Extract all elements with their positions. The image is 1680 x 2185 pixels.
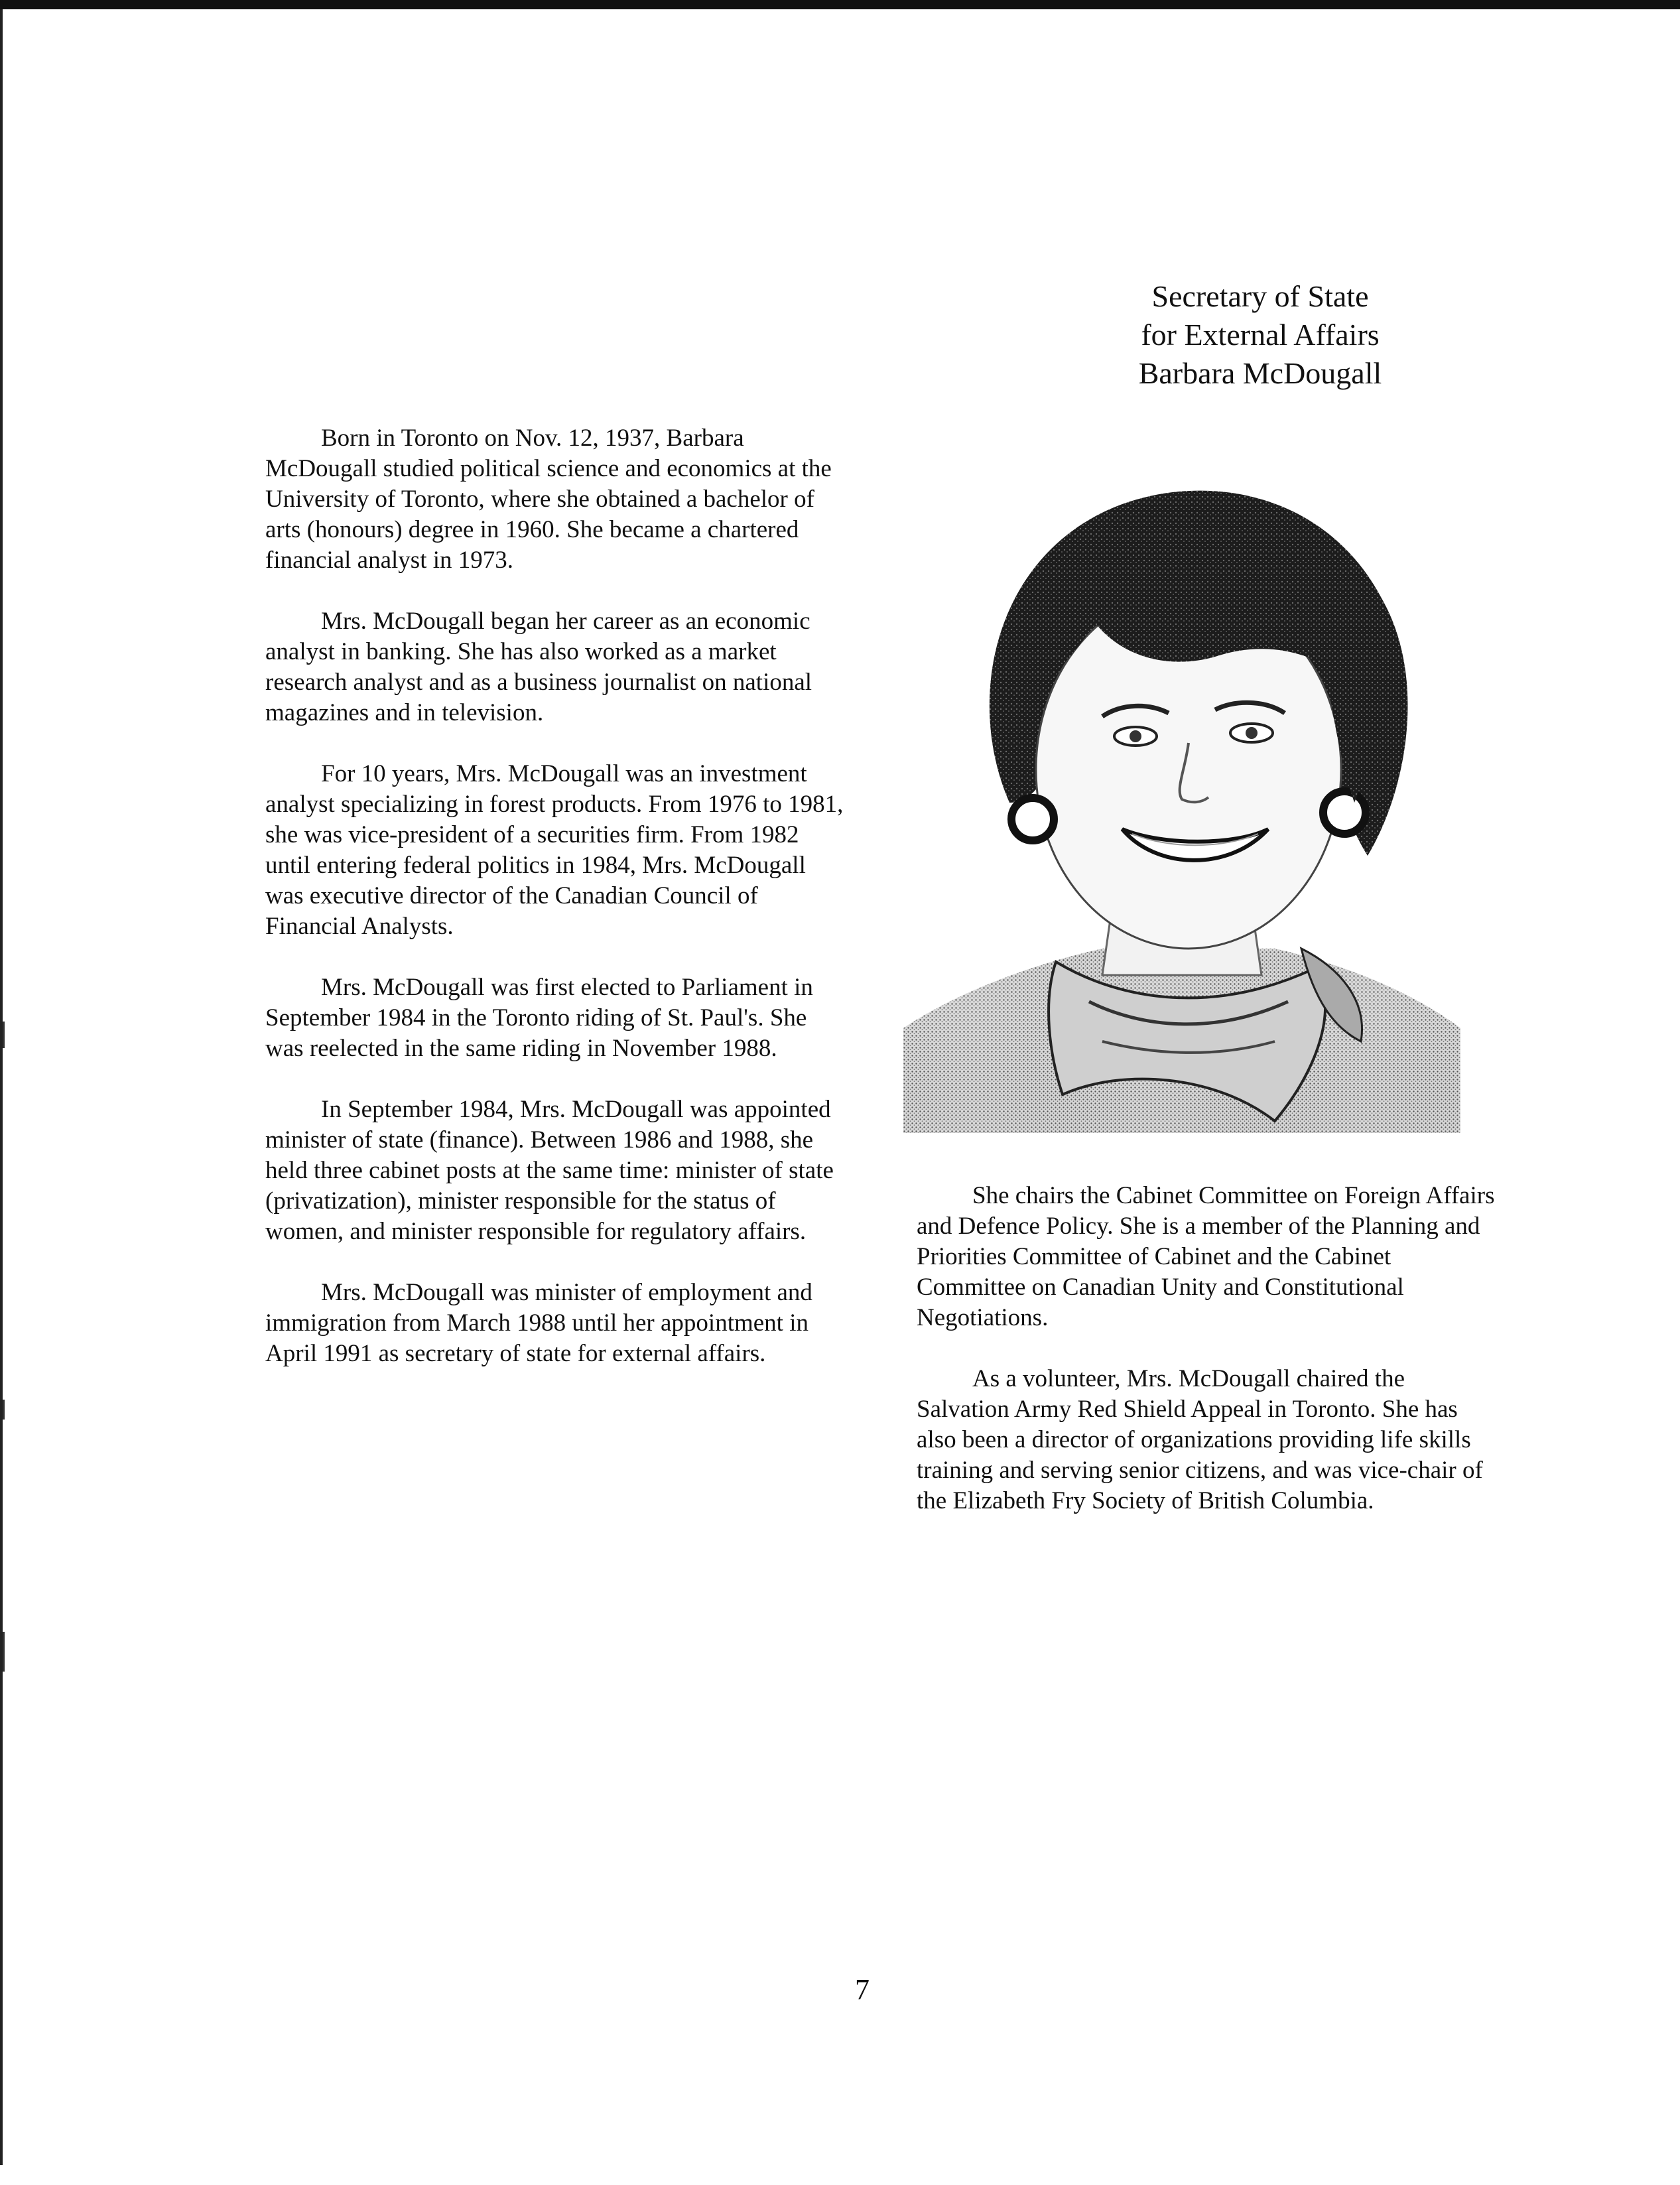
paragraph-birth-education: Born in Toronto on Nov. 12, 1937, Barbara McDougall studied political science and economics at the University of Toronto, where she obtained a bachelor of arts (honours) degree in 1960. She became a chartered financial analyst in 1973. bbox=[265, 425, 832, 574]
title-line-1: Secretary of State bbox=[1151, 279, 1369, 313]
top-border-rule bbox=[0, 0, 1680, 9]
page-number: 7 bbox=[855, 1973, 870, 2006]
page-title bbox=[1008, 277, 1512, 393]
title-line-2: for External Affairs bbox=[1141, 318, 1380, 352]
paragraph-cabinet-posts: In September 1984, Mrs. McDougall was appointed minister of state (finance). Between 1986 and 1988, she held three cabinet posts at the same time: minister of state (privatization), minister responsible for the status of women, and minister responsible for regulatory affairs. bbox=[265, 1096, 834, 1245]
margin-mark bbox=[3, 1022, 5, 1048]
paragraph-investment-career: For 10 years, Mrs. McDougall was an investment analyst specializing in forest products. From 1976 to 1981, she was vice-president of a securities firm. From 1982 until entering federal politics in 1984, Mrs. McDougall was executive director of the Canadian Council of Financial Analysts. bbox=[265, 760, 844, 940]
title-line-3: Barbara McDougall bbox=[1138, 356, 1382, 390]
margin-mark bbox=[3, 1400, 5, 1420]
portrait-photo bbox=[903, 458, 1460, 1133]
right-column-text bbox=[917, 1181, 1500, 1547]
paragraph-committees: She chairs the Cabinet Committee on Foreign Affairs and Defence Policy. She is a member of the Planning and Priorities Committee of Cabinet and the Cabinet Committee on Canadian Unity and Constitutional Negotiations. bbox=[917, 1182, 1495, 1331]
margin-mark bbox=[3, 1632, 5, 1672]
paragraph-volunteer: As a volunteer, Mrs. McDougall chaired the Salvation Army Red Shield Appeal in Toronto. She has also been a director of organizations providing life skills training and serving senior citizens, and was vice-chair of the Elizabeth Fry Society of British Columbia. bbox=[917, 1365, 1483, 1514]
left-column-text bbox=[265, 423, 849, 1400]
left-border-rule bbox=[0, 9, 3, 2165]
paragraph-employment-minister: Mrs. McDougall was minister of employment and immigration from March 1988 until her appointment in April 1991 as secretary of state for external affairs. bbox=[265, 1279, 812, 1367]
paragraph-election: Mrs. McDougall was first elected to Parliament in September 1984 in the Toronto riding of St. Paul's. She was reelected in the same riding in November 1988. bbox=[265, 974, 813, 1062]
paragraph-early-career: Mrs. McDougall began her career as an economic analyst in banking. She has also worked as a market research analyst and as a business journalist on national magazines and in television. bbox=[265, 608, 812, 726]
